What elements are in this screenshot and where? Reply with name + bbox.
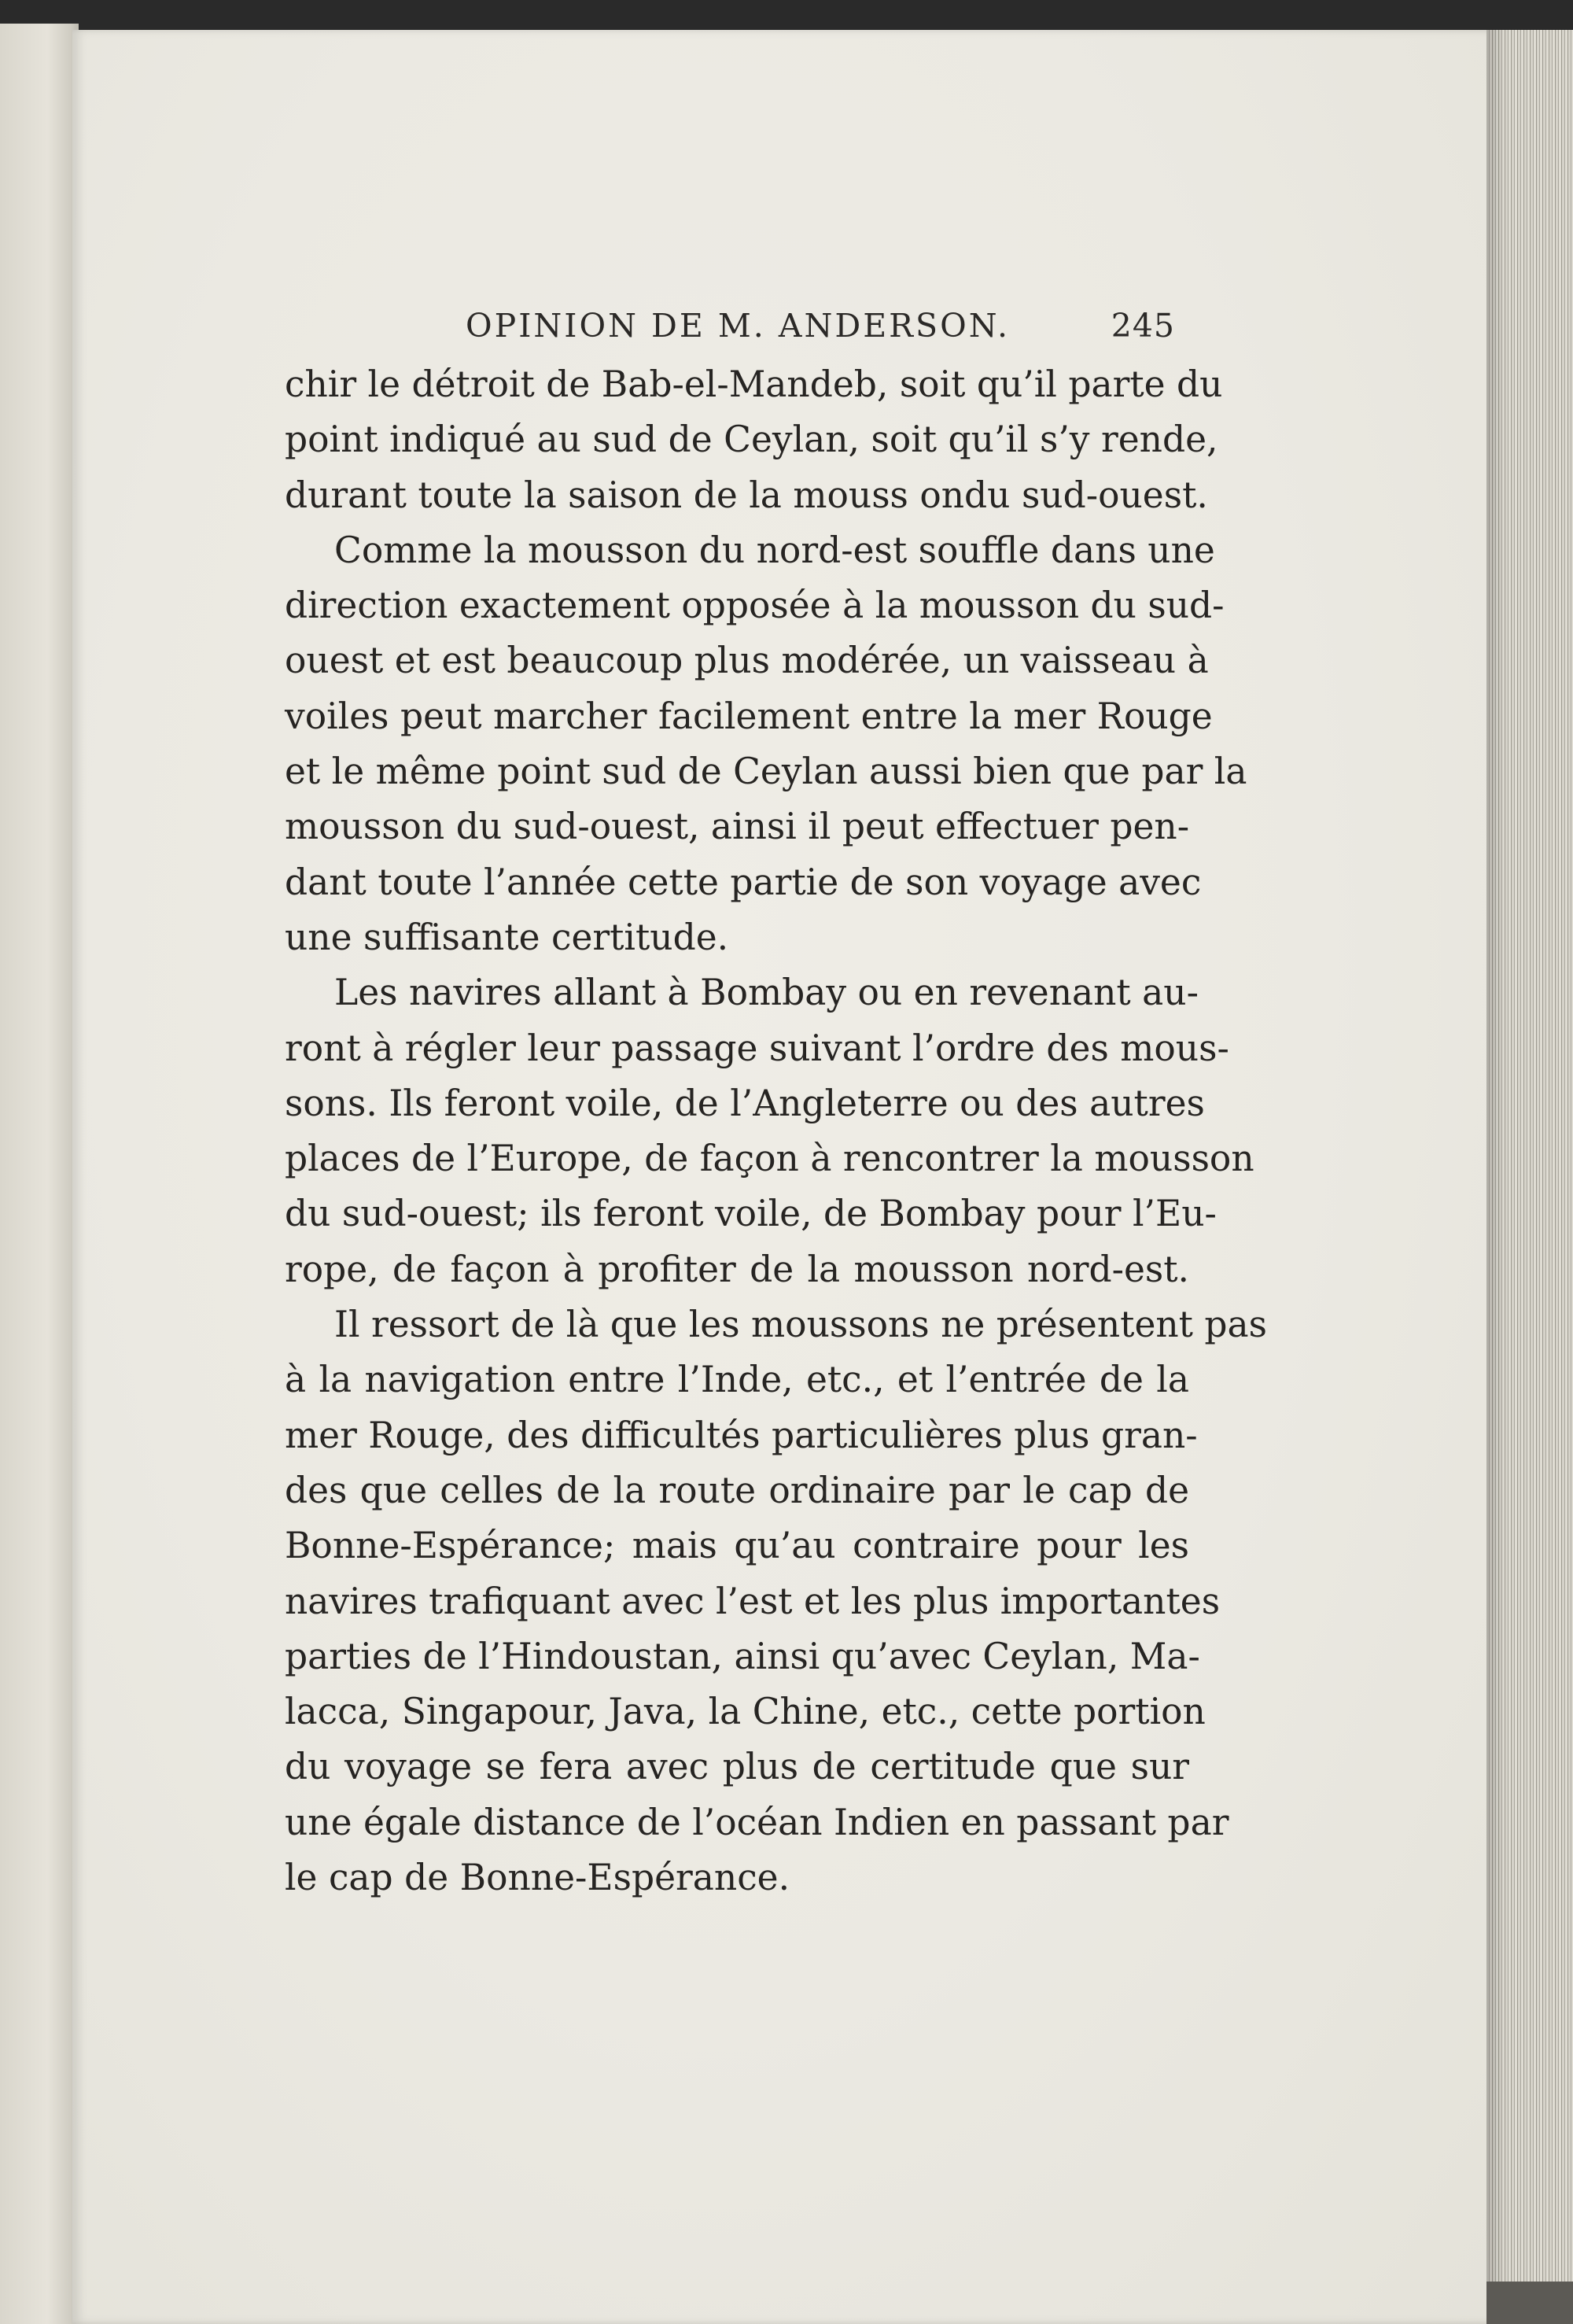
text-line: navires trafiquant avec l’est et les plus importantes <box>285 1580 1221 1622</box>
text-line: ouest et est beaucoup plus modérée, un vaisseau à <box>285 640 1209 682</box>
page-block-bottom <box>1486 2282 1573 2324</box>
text-line: lacca, Singapour, Java, la Chine, etc., cette portion <box>285 1691 1206 1733</box>
text-line: et le même point sud de Ceylan aussi bien que par la <box>285 751 1247 793</box>
text-line: direction exactement opposée à la mousson du sud- <box>285 585 1225 627</box>
text-line: du sud-ouest; ils feront voile, de Bombay pour l’Eu- <box>285 1193 1217 1235</box>
text-line: Les navires allant à Bombay ou en revenant au- <box>334 972 1199 1014</box>
text-line: une égale distance de l’océan Indien en passant par <box>285 1801 1229 1843</box>
text-line: ront à régler leur passage suivant l’ordre des mous- <box>285 1027 1229 1069</box>
facing-page-edge <box>0 24 79 2324</box>
text-line: places de l’Europe, de façon à rencontrer la mousson <box>285 1138 1254 1180</box>
text-line: des que celles de la route ordinaire par le cap de <box>285 1469 1189 1511</box>
text-line: voiles peut marcher facilement entre la mer Rouge <box>285 695 1213 737</box>
text-line: mousson du sud-ouest, ainsi il peut effectuer pen- <box>285 806 1190 848</box>
text-line: Comme la mousson du nord-est souffle dans une <box>334 529 1215 571</box>
page-block-shadow <box>1486 30 1505 2324</box>
text-line: parties de l’Hindoustan, ainsi qu’avec Ceylan, Ma- <box>285 1635 1200 1677</box>
text-line: dant toute l’année cette partie de son voyage avec <box>285 861 1202 903</box>
paragraph <box>285 523 1247 965</box>
text-line: mer Rouge, des difficultés particulières plus gran- <box>285 1414 1198 1456</box>
text-line: rope, de façon à profiter de la mousson nord-est. <box>285 1248 1189 1290</box>
text-line: durant toute la saison de la mouss ondu sud-ouest. <box>285 474 1208 516</box>
text-line: du voyage se fera avec plus de certitude que sur <box>285 1746 1189 1788</box>
paragraph <box>285 965 1254 1297</box>
text-line: point indiqué au sud de Ceylan, soit qu’il s’y rende, <box>285 419 1218 461</box>
running-title: OPINION DE M. ANDERSON. <box>466 307 1011 345</box>
paragraph <box>285 357 1223 523</box>
body-text <box>285 357 1268 1905</box>
text-line: le cap de Bonne-Espérance. <box>285 1857 790 1899</box>
text-line: chir le détroit de Bab-el-Mandeb, soit qu’il parte du <box>285 363 1223 405</box>
text-line: à la navigation entre l’Inde, etc., et l’entrée de la <box>285 1359 1189 1401</box>
text-line: Bonne-Espérance; mais qu’au contraire pour les <box>285 1525 1189 1567</box>
text-block <box>285 302 1268 1905</box>
text-line: Il ressort de là que les moussons ne présentent pas <box>334 1304 1268 1346</box>
text-line: une suffisante certitude. <box>285 916 729 958</box>
paragraph <box>285 1297 1268 1905</box>
page-header <box>285 302 1189 351</box>
text-line: sons. Ils feront voile, de l’Angleterre ou des autres <box>285 1082 1205 1124</box>
page-number: 245 <box>1111 307 1175 345</box>
